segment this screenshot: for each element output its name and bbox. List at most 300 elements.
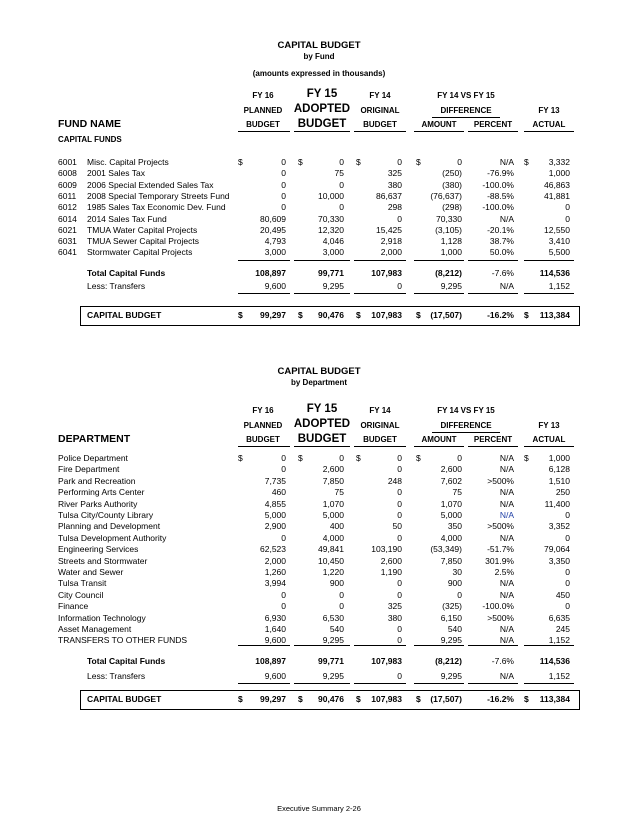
fy14-value: 2,000 (380, 247, 402, 258)
fund-code: 6021 (58, 224, 77, 235)
department-name: Park and Recreation (58, 475, 136, 486)
total-percent: -7.6% (491, 268, 514, 278)
fy16-value: 0 (281, 202, 286, 213)
fy16-header: BUDGET (246, 120, 280, 129)
difference-header: DIFFERENCE (440, 106, 492, 115)
header-underline (524, 131, 574, 132)
header-underline (294, 131, 350, 132)
fy13-value: 245 (555, 624, 570, 634)
fund-code: 6011 (58, 190, 77, 201)
fy14-value: 0 (397, 635, 402, 646)
subtotal-underline (468, 645, 518, 646)
fund-name: Misc. Capital Projects (87, 157, 169, 167)
fy14-header: BUDGET (363, 120, 397, 129)
amount-header: AMOUNT (421, 435, 457, 444)
total-fy16: 108,897 (255, 656, 286, 666)
department-name: City Council (58, 589, 104, 600)
fy13-value: 0 (565, 510, 570, 520)
header-underline (468, 446, 518, 447)
dollar-sign: $ (238, 694, 243, 704)
transfers-underline (354, 293, 406, 294)
department-name: Streets and Stormwater (58, 555, 148, 566)
fy16-value: 0 (281, 589, 286, 600)
transfers-percent: N/A (499, 671, 514, 681)
subtotal-underline (238, 260, 290, 261)
fund-code: 6009 (58, 179, 77, 190)
fy14-value: 0 (397, 498, 402, 509)
amount-value: 1,000 (440, 247, 462, 258)
fy15-value: 540 (329, 624, 344, 634)
transfers-underline (524, 683, 574, 684)
fy13-value: 6,635 (548, 612, 570, 623)
fy14-header: FY 14 (369, 91, 391, 100)
dollar-sign: $ (298, 694, 303, 704)
transfers-fy16: 9,600 (264, 281, 286, 291)
amount-value: (3,105) (435, 224, 462, 235)
fy14-value: 0 (397, 532, 402, 543)
subtotal-underline (524, 260, 574, 261)
fy15-value: 0 (339, 157, 344, 167)
fy14-value: 1,190 (380, 567, 402, 577)
total-fy13: 114,536 (539, 656, 570, 666)
fy15-header: ADOPTED (293, 418, 351, 430)
total-fy15: 99,771 (318, 268, 344, 278)
difference-underline (432, 117, 500, 118)
dollar-sign: $ (298, 453, 303, 463)
diff-top-header: FY 14 VS FY 15 (437, 91, 495, 100)
fy14-value: 0 (397, 510, 402, 520)
fy15-value: 7,850 (322, 475, 344, 486)
fund-name: Stormwater Capital Projects (87, 247, 193, 258)
percent-value: >500% (487, 475, 514, 486)
fy13-value: 0 (565, 567, 570, 577)
percent-value: N/A (499, 532, 514, 543)
dollar-sign: $ (524, 157, 529, 167)
fy13-header: ACTUAL (532, 435, 566, 444)
fy16-value: 80,609 (260, 213, 286, 224)
percent-value: N/A (499, 498, 514, 509)
difference-header: DIFFERENCE (440, 421, 492, 430)
fy16-value: 0 (281, 168, 286, 179)
fund-code: 6001 (58, 157, 77, 167)
fy13-value: 12,550 (544, 224, 570, 235)
subtotal-underline (354, 260, 406, 261)
fy14-value: 0 (397, 453, 402, 463)
subtotal-underline (354, 645, 406, 646)
capital-fy13: 113,384 (539, 694, 570, 704)
fy16-value: 1,640 (264, 624, 286, 634)
fy13-value: 0 (565, 213, 570, 224)
department-name: TRANSFERS TO OTHER FUNDS (58, 635, 188, 646)
percent-value: 301.9% (485, 555, 514, 566)
fy14-value: 2,600 (380, 555, 402, 566)
transfers-underline (294, 683, 350, 684)
amount-value: 5,000 (440, 510, 462, 520)
amount-value: (250) (442, 168, 462, 179)
fy14-value: 0 (397, 157, 402, 167)
transfers-underline (414, 293, 464, 294)
total-fy14: 107,983 (371, 268, 402, 278)
fy16-value: 0 (281, 601, 286, 612)
fy16-value: 0 (281, 532, 286, 543)
amount-value: 0 (457, 589, 462, 600)
fund-name: 2008 Special Temporary Streets Fund (87, 190, 230, 201)
section2-subtitle: by Department (290, 378, 347, 387)
fy15-value: 4,046 (322, 236, 344, 247)
fy14-value: 248 (387, 475, 402, 486)
fy14-value: 0 (397, 624, 402, 634)
amount-value: 900 (447, 578, 462, 589)
percent-value: -100.0% (482, 601, 514, 612)
dollar-sign: $ (298, 157, 303, 167)
fy14-value: 86,637 (376, 190, 402, 201)
percent-value: -88.5% (487, 190, 514, 201)
transfers-label: Less: Transfers (87, 281, 146, 291)
fy14-value: 380 (387, 612, 402, 623)
department-name: Tulsa Development Authority (58, 532, 167, 543)
capital-fy16: 99,297 (260, 694, 286, 704)
total-percent: -7.6% (491, 656, 514, 666)
fy13-value: 3,352 (548, 521, 570, 532)
fy16-value: 4,793 (264, 236, 286, 247)
dollar-sign: $ (298, 310, 303, 320)
dollar-sign: $ (356, 310, 361, 320)
fy15-header: BUDGET (297, 433, 347, 445)
transfers-underline (354, 683, 406, 684)
dollar-sign: $ (356, 694, 361, 704)
fy16-value: 9,600 (264, 635, 286, 646)
total-fy14: 107,983 (371, 656, 402, 666)
page-footer: Executive Summary 2-26 (277, 804, 361, 813)
fy15-value: 1,070 (322, 498, 344, 509)
transfers-fy14: 0 (397, 281, 402, 291)
percent-value: N/A (499, 157, 514, 167)
fy13-value: 450 (555, 589, 570, 600)
amount-header: AMOUNT (421, 120, 457, 129)
fund-name: TMUA Water Capital Projects (87, 224, 198, 235)
transfers-underline (468, 293, 518, 294)
fy15-value: 3,000 (322, 247, 344, 258)
percent-value: N/A (499, 510, 514, 520)
amount-value: 70,330 (436, 213, 462, 224)
header-underline (468, 131, 518, 132)
fy15-value: 6,530 (322, 612, 344, 623)
fy16-header: PLANNED (243, 421, 283, 430)
amount-value: (53,349) (430, 544, 462, 555)
fy14-value: 50 (392, 521, 402, 532)
transfers-fy15: 9,295 (322, 671, 344, 681)
subtotal-underline (414, 645, 464, 646)
fy13-value: 3,350 (548, 555, 570, 566)
transfers-percent: N/A (499, 281, 514, 291)
fy15-value: 400 (329, 521, 344, 532)
amount-value: (380) (442, 179, 462, 190)
transfers-underline (468, 683, 518, 684)
department-name: Water and Sewer (58, 567, 124, 577)
fy16-value: 2,900 (264, 521, 286, 532)
fy13-value: 46,863 (544, 179, 570, 190)
subtotal-underline (468, 260, 518, 261)
dollar-sign: $ (524, 694, 529, 704)
transfers-underline (524, 293, 574, 294)
fy14-value: 15,425 (376, 224, 402, 235)
fy14-value: 0 (397, 213, 402, 224)
fund-code: 6012 (58, 202, 77, 213)
fy14-header: ORIGINAL (360, 421, 400, 430)
capital-percent: -16.2% (487, 310, 514, 320)
diff-top-header: FY 14 VS FY 15 (437, 406, 495, 415)
subtotal-underline (294, 645, 350, 646)
fy13-value: 0 (565, 578, 570, 589)
fund-name: 2014 Sales Tax Fund (87, 213, 167, 224)
fy16-value: 20,495 (260, 224, 286, 235)
fy14-header: ORIGINAL (360, 106, 400, 115)
amount-value: 0 (457, 157, 462, 167)
total-label: Total Capital Funds (87, 656, 166, 666)
amount-value: 6,150 (440, 612, 462, 623)
percent-value: -51.7% (487, 544, 514, 555)
section1-note: (amounts expressed in thousands) (252, 69, 386, 78)
amount-value: 7,850 (440, 555, 462, 566)
fy16-value: 0 (281, 179, 286, 190)
percent-value: N/A (499, 635, 514, 646)
fy16-value: 62,523 (260, 544, 286, 555)
department-name: River Parks Authority (58, 498, 138, 509)
percent-value: N/A (499, 589, 514, 600)
fy16-header: PLANNED (243, 106, 283, 115)
transfers-fy16: 9,600 (264, 671, 286, 681)
fy13-value: 5,500 (548, 247, 570, 258)
dollar-sign: $ (416, 157, 421, 167)
department-name: Asset Management (58, 624, 132, 634)
fy13-value: 1,510 (548, 475, 570, 486)
amount-value: (298) (442, 202, 462, 213)
subtotal-underline (238, 645, 290, 646)
fy16-value: 3,994 (264, 578, 286, 589)
fy14-value: 0 (397, 578, 402, 589)
fund-name: 2006 Special Extended Sales Tax (87, 179, 214, 190)
fy13-value: 250 (555, 487, 570, 498)
fy14-value: 298 (387, 202, 402, 213)
fy16-value: 2,000 (264, 555, 286, 566)
fy16-value: 1,260 (264, 567, 286, 577)
fy15-value: 0 (339, 179, 344, 190)
header-underline (238, 446, 290, 447)
amount-value: 75 (452, 487, 462, 498)
fy15-value: 0 (339, 589, 344, 600)
fy16-value: 4,855 (264, 498, 286, 509)
dollar-sign: $ (238, 157, 243, 167)
amount-value: 4,000 (440, 532, 462, 543)
percent-value: -100.0% (482, 179, 514, 190)
fy15-value: 900 (329, 578, 344, 589)
transfers-underline (414, 683, 464, 684)
dollar-sign: $ (524, 310, 529, 320)
section1-subtitle: by Fund (303, 52, 335, 61)
percent-value: 38.7% (489, 236, 514, 247)
fy15-value: 75 (334, 168, 344, 179)
fy15-value: 75 (334, 487, 344, 498)
fy15-header: BUDGET (297, 118, 347, 130)
fy16-value: 0 (281, 157, 286, 167)
total-label: Total Capital Funds (87, 268, 166, 278)
dollar-sign: $ (356, 157, 361, 167)
fy15-value: 10,450 (318, 555, 344, 566)
group-label: CAPITAL FUNDS (58, 135, 122, 144)
fy13-value: 6,128 (548, 464, 570, 475)
percent-value: >500% (487, 612, 514, 623)
fy15-value: 2,600 (322, 464, 344, 475)
amount-value: (76,637) (430, 190, 462, 201)
fy13-value: 11,400 (544, 498, 570, 509)
fy16-value: 0 (281, 453, 286, 463)
percent-value: 2.5% (494, 567, 514, 577)
fy13-value: 0 (565, 532, 570, 543)
fy14-value: 0 (397, 487, 402, 498)
capital-fy14: 107,983 (371, 694, 402, 704)
fy13-value: 0 (565, 601, 570, 612)
department-name: Tulsa City/County Library (58, 510, 154, 520)
fy15-value: 0 (339, 601, 344, 612)
header-underline (354, 446, 406, 447)
percent-value: N/A (499, 464, 514, 475)
fund-name: TMUA Sewer Capital Projects (87, 236, 199, 247)
capital-fy15: 90,476 (318, 694, 344, 704)
fy15-value: 70,330 (318, 213, 344, 224)
fund-code: 6008 (58, 168, 77, 179)
department-name: Fire Department (58, 464, 120, 475)
dollar-sign: $ (416, 694, 421, 704)
capital-budget-label: CAPITAL BUDGET (87, 310, 162, 320)
fy16-value: 0 (281, 190, 286, 201)
fy13-header: ACTUAL (532, 120, 566, 129)
amount-value: (325) (442, 601, 462, 612)
transfers-amount: 9,295 (440, 281, 462, 291)
fy13-value: 41,881 (544, 190, 570, 201)
dollar-sign: $ (238, 453, 243, 463)
header-underline (414, 446, 464, 447)
percent-value: -100.0% (482, 202, 514, 213)
transfers-fy13: 1,152 (548, 671, 570, 681)
capital-amount: (17,507) (430, 694, 462, 704)
capital-budget-label: CAPITAL BUDGET (87, 694, 162, 704)
fy15-value: 10,000 (318, 190, 344, 201)
percent-value: -20.1% (487, 224, 514, 235)
header-underline (294, 446, 350, 447)
fy16-value: 0 (281, 464, 286, 475)
capital-fy13: 113,384 (539, 310, 570, 320)
transfers-fy14: 0 (397, 671, 402, 681)
percent-header: PERCENT (473, 435, 513, 444)
fy14-value: 0 (397, 464, 402, 475)
fund-code: 6031 (58, 236, 77, 247)
amount-value: 1,070 (440, 498, 462, 509)
header-underline (524, 446, 574, 447)
amount-value: 1,128 (440, 236, 462, 247)
fy16-value: 6,930 (264, 612, 286, 623)
capital-fy15: 90,476 (318, 310, 344, 320)
difference-underline (432, 432, 500, 433)
percent-value: N/A (499, 624, 514, 634)
fy15-value: 1,220 (322, 567, 344, 577)
department-name: Engineering Services (58, 544, 139, 555)
percent-value: N/A (499, 578, 514, 589)
dollar-sign: $ (238, 310, 243, 320)
section1-title: CAPITAL BUDGET (277, 40, 361, 51)
fy15-value: 0 (339, 202, 344, 213)
percent-value: N/A (499, 453, 514, 463)
fund-name: 2001 Sales Tax (87, 168, 145, 179)
fy13-value: 1,000 (548, 453, 570, 463)
fy15-header: FY 15 (306, 403, 338, 415)
fund-code: 6041 (58, 247, 77, 258)
fy14-value: 2,918 (380, 236, 402, 247)
capital-fy14: 107,983 (371, 310, 402, 320)
transfers-label: Less: Transfers (87, 671, 146, 681)
subtotal-underline (524, 645, 574, 646)
transfers-amount: 9,295 (440, 671, 462, 681)
fy16-header: BUDGET (246, 435, 280, 444)
fy15-header: FY 15 (306, 88, 338, 100)
total-amount: (8,212) (435, 656, 462, 666)
dollar-sign: $ (356, 453, 361, 463)
percent-value: -76.9% (487, 168, 514, 179)
amount-value: 7,602 (440, 475, 462, 486)
department-name: Tulsa Transit (58, 578, 107, 589)
amount-value: 2,600 (440, 464, 462, 475)
fy15-value: 49,841 (318, 544, 344, 555)
percent-value: >500% (487, 521, 514, 532)
fy16-header: FY 16 (252, 406, 274, 415)
subtotal-underline (414, 260, 464, 261)
transfers-fy15: 9,295 (322, 281, 344, 291)
fy16-header: FY 16 (252, 91, 274, 100)
percent-value: N/A (499, 487, 514, 498)
percent-value: 50.0% (489, 247, 514, 258)
fy15-value: 4,000 (322, 532, 344, 543)
total-amount: (8,212) (435, 268, 462, 278)
fy13-header: FY 13 (538, 106, 560, 115)
transfers-underline (238, 293, 290, 294)
total-fy15: 99,771 (318, 656, 344, 666)
fy13-value: 3,410 (548, 236, 570, 247)
amount-value: 9,295 (440, 635, 462, 646)
fy13-value: 0 (565, 202, 570, 213)
capital-percent: -16.2% (487, 694, 514, 704)
fy14-header: FY 14 (369, 406, 391, 415)
fy13-value: 79,064 (544, 544, 570, 555)
capital-amount: (17,507) (430, 310, 462, 320)
dollar-sign: $ (416, 453, 421, 463)
dollar-sign: $ (416, 310, 421, 320)
percent-header: PERCENT (473, 120, 513, 129)
department-name: Planning and Development (58, 521, 161, 532)
fy13-value: 3,332 (548, 157, 570, 167)
subtotal-underline (294, 260, 350, 261)
total-fy13: 114,536 (539, 268, 570, 278)
fy15-value: 9,295 (322, 635, 344, 646)
fy14-value: 380 (387, 179, 402, 190)
fy14-value: 325 (387, 601, 402, 612)
fy14-value: 0 (397, 589, 402, 600)
transfers-underline (238, 683, 290, 684)
fy16-value: 5,000 (264, 510, 286, 520)
fy15-value: 5,000 (322, 510, 344, 520)
fund-name: 1985 Sales Tax Economic Dev. Fund (87, 202, 226, 213)
department-name: Finance (58, 601, 89, 612)
fy14-header: BUDGET (363, 435, 397, 444)
percent-value: N/A (499, 213, 514, 224)
